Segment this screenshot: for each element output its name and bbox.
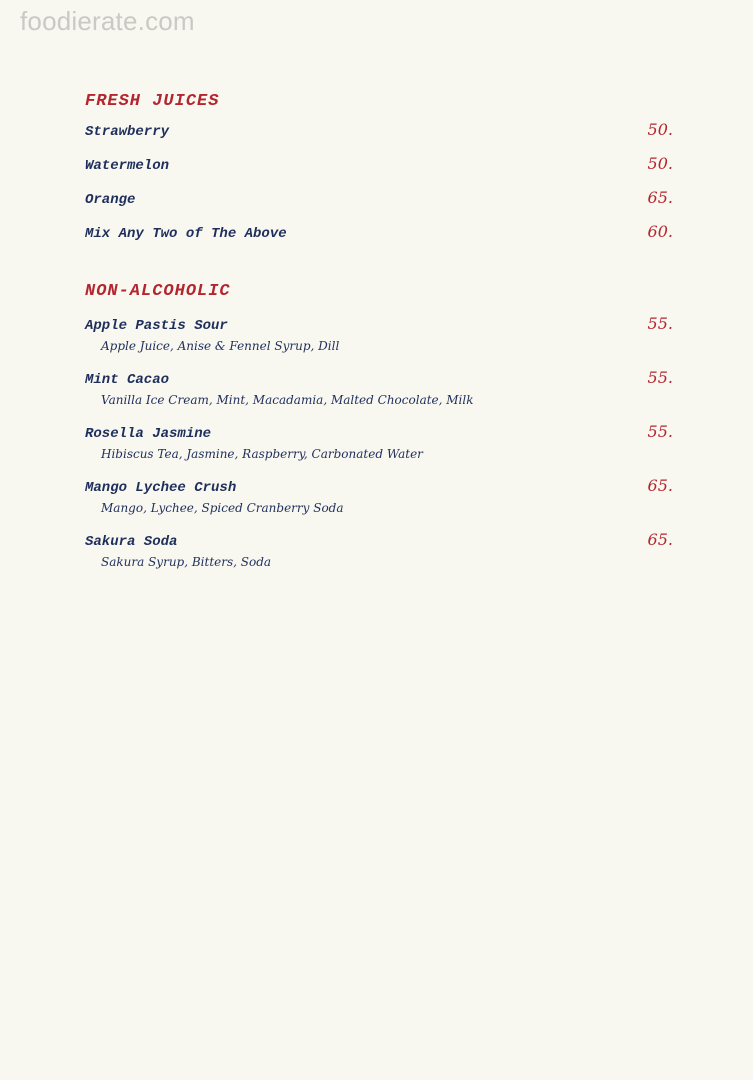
item-price: 55. <box>647 422 673 441</box>
section-fresh-juices <box>85 88 675 252</box>
item-price: 65. <box>647 188 673 207</box>
item-price: 60. <box>647 222 673 241</box>
item-name: Mango Lychee Crush <box>85 480 237 496</box>
item-description: Vanilla Ice Cream, Mint, Macadamia, Malted Chocolate, Milk <box>101 393 474 407</box>
menu-item <box>85 218 675 252</box>
item-name: Rosella Jasmine <box>85 426 212 442</box>
menu <box>85 88 675 584</box>
menu-item <box>85 116 675 150</box>
item-name: Strawberry <box>85 124 170 140</box>
item-price: 65. <box>647 530 673 549</box>
item-name: Watermelon <box>85 158 170 174</box>
item-price: 55. <box>647 314 673 333</box>
menu-item <box>85 476 675 515</box>
section-title: FRESH JUICES <box>85 92 220 111</box>
item-name: Mix Any Two of The Above <box>85 226 287 242</box>
item-description: Hibiscus Tea, Jasmine, Raspberry, Carbonated Water <box>101 447 423 461</box>
menu-item <box>85 184 675 218</box>
menu-item <box>85 368 675 407</box>
item-price: 50. <box>647 120 673 139</box>
section-title: NON-ALCOHOLIC <box>85 282 231 301</box>
menu-item <box>85 314 675 353</box>
menu-item <box>85 422 675 461</box>
item-name: Apple Pastis Sour <box>85 318 228 334</box>
watermark: foodierate.com <box>20 6 195 36</box>
item-name: Sakura Soda <box>85 534 178 550</box>
item-price: 55. <box>647 368 673 387</box>
item-price: 65. <box>647 476 673 495</box>
item-description: Apple Juice, Anise & Fennel Syrup, Dill <box>101 339 340 353</box>
menu-item <box>85 530 675 569</box>
item-description: Mango, Lychee, Spiced Cranberry Soda <box>101 501 344 515</box>
menu-item <box>85 150 675 184</box>
item-description: Sakura Syrup, Bitters, Soda <box>101 555 272 569</box>
section-non-alcoholic <box>85 278 675 569</box>
item-name: Orange <box>85 192 136 208</box>
item-name: Mint Cacao <box>85 372 170 388</box>
item-price: 50. <box>647 154 673 173</box>
